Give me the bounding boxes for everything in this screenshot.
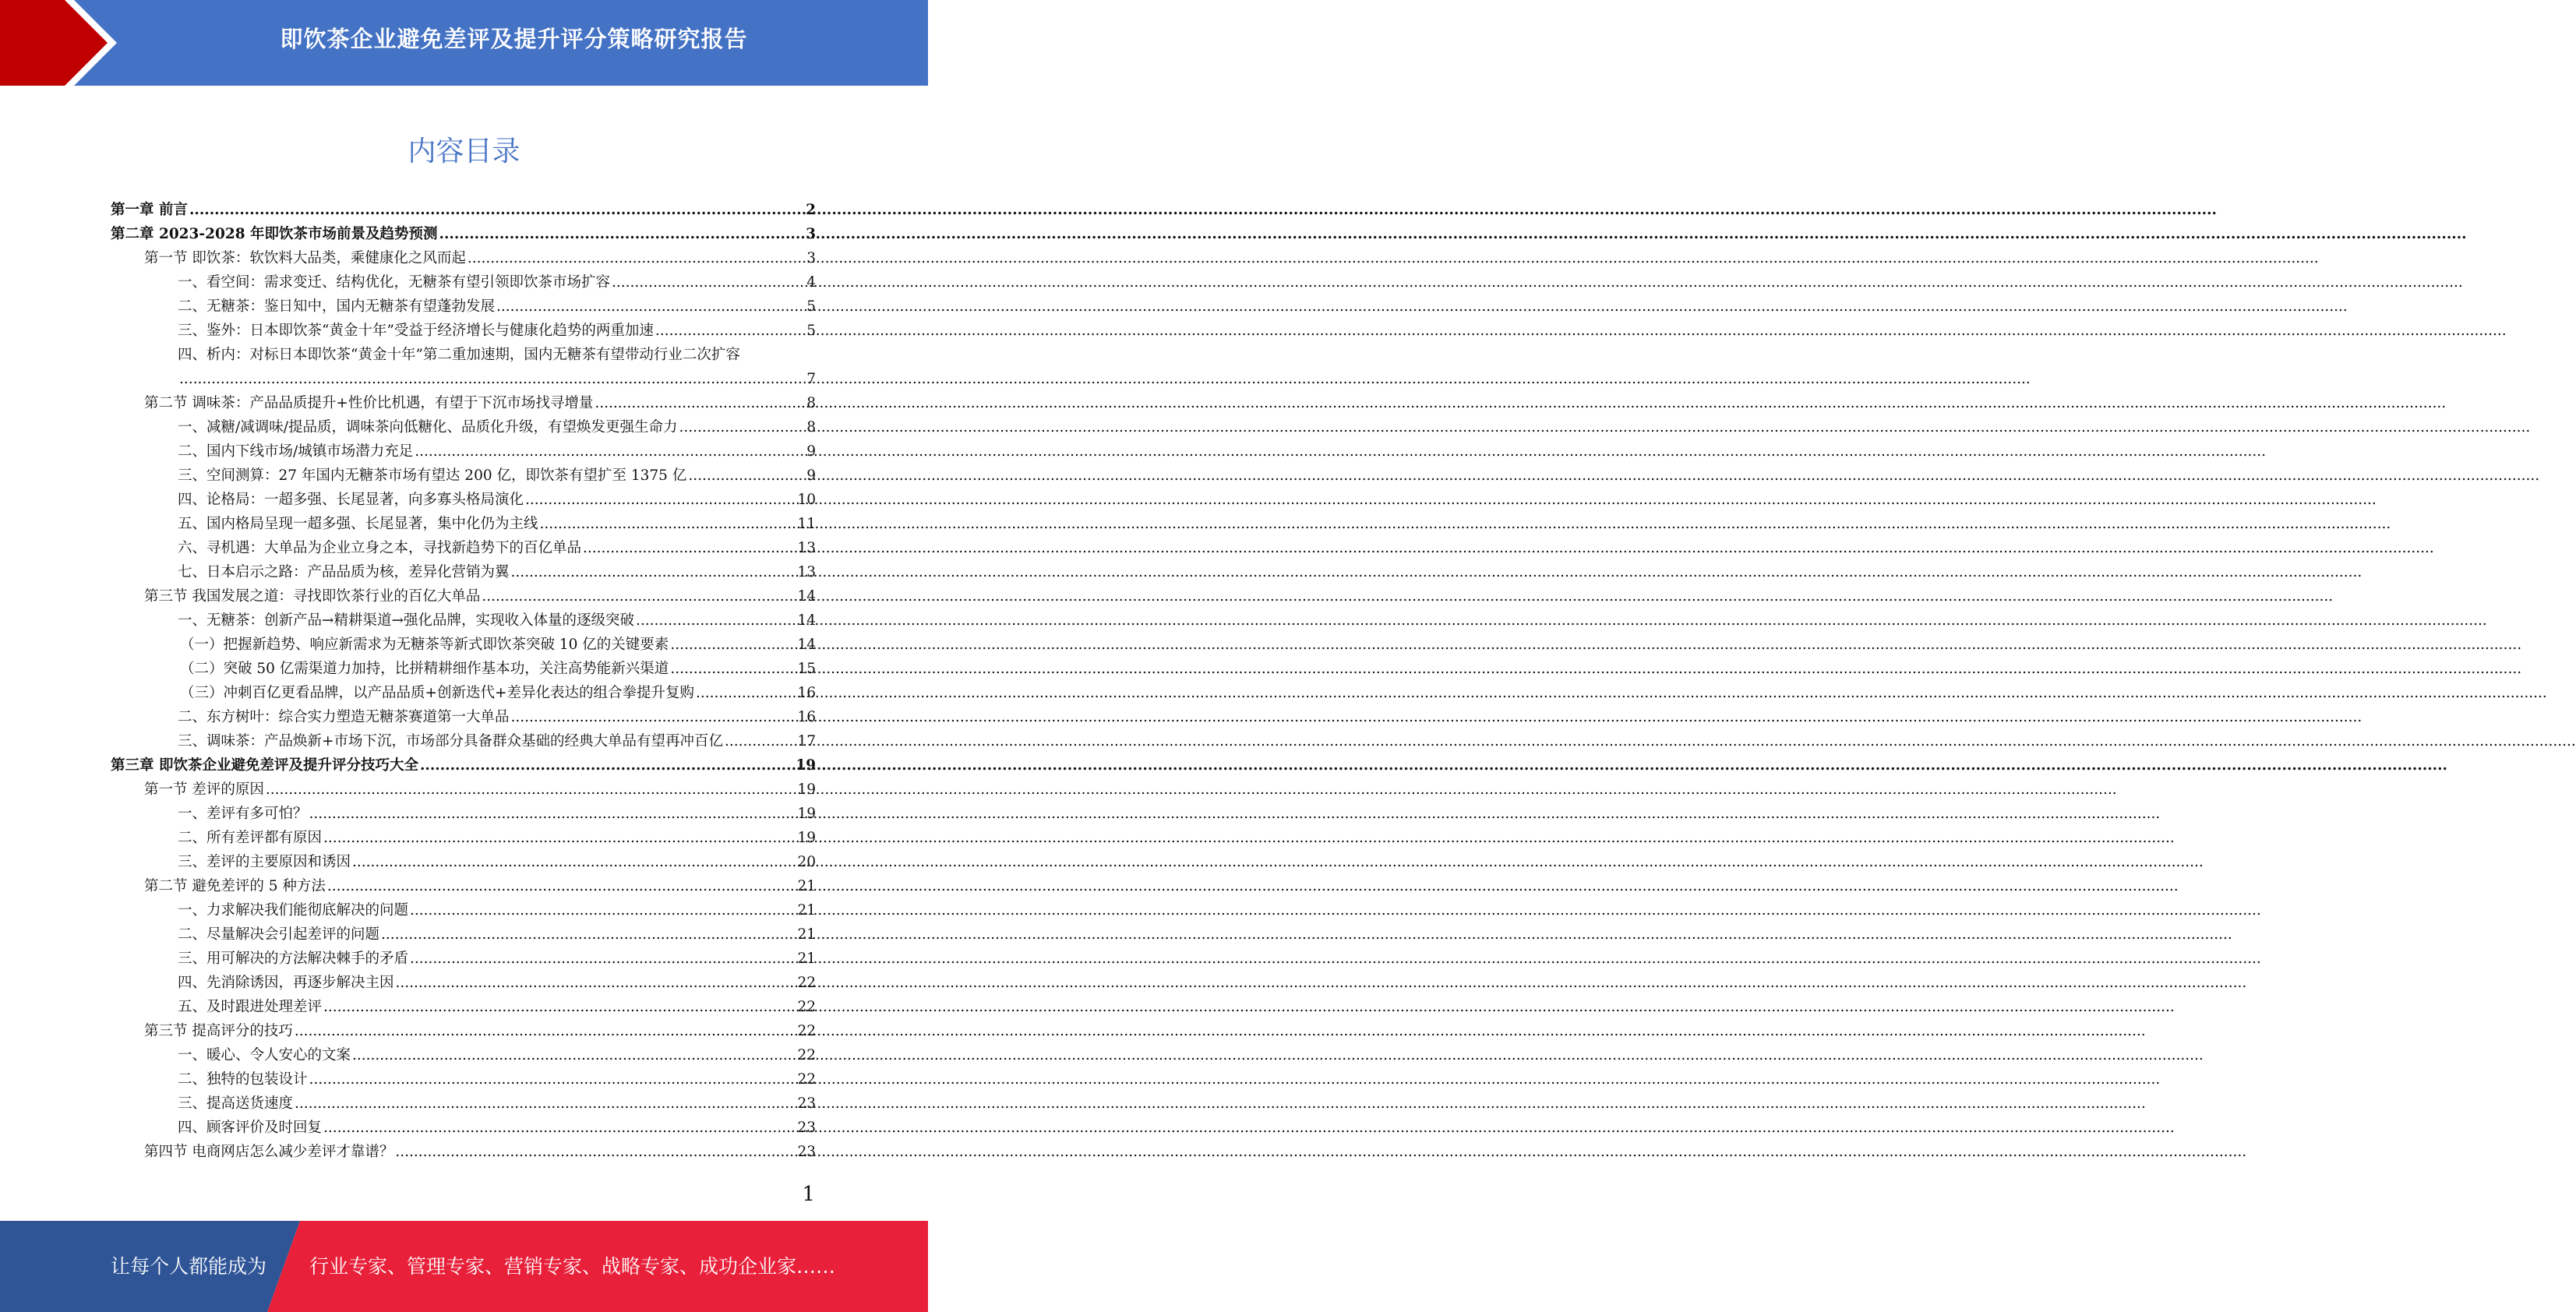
- toc-entry-label: 一、力求解决我们能彻底解决的问题: [178, 902, 409, 919]
- toc-chapter-entry[interactable]: [111, 198, 816, 222]
- toc-dot-leader: [696, 681, 796, 705]
- toc-subsection-entry[interactable]: [111, 319, 816, 343]
- toc-subsection-entry[interactable]: [111, 415, 816, 439]
- toc-entry-label: 第二节 避免差评的 5 种方法: [144, 878, 326, 894]
- toc-entry-label: 一、差评有多可怕？: [178, 806, 308, 822]
- toc-entry-label: 第三节 提高评分的技巧: [144, 1023, 293, 1039]
- toc-dot-leader: [323, 1116, 796, 1140]
- toc-entry-page: 22: [797, 1023, 816, 1039]
- toc-subsection-entry[interactable]: [111, 705, 816, 729]
- toc-entry-label: 二、东方树叶：综合实力塑造无糖茶赛道第一大单品: [178, 709, 510, 725]
- page-number: 1: [802, 1183, 815, 1206]
- toc-dot-leader: [323, 995, 796, 1019]
- toc-entry-label: 一、减糖/减调味/提品质，调味茶向低糖化、品质化升级，有望焕发更强生命力: [178, 419, 678, 436]
- toc-entry-label: 第一节 即饮茶：软饮料大品类，乘健康化之风而起: [144, 250, 466, 266]
- toc-entry-page: 13: [797, 564, 816, 580]
- toc-entry-page: 8: [806, 395, 816, 411]
- toc-entry-page: 15: [797, 661, 816, 677]
- toc-entry-page: 22: [797, 1047, 816, 1063]
- toc-entry-label: 三、提高送货速度: [178, 1095, 294, 1112]
- footer-slogan-right: 行业专家、管理专家、营销专家、战略专家、成功企业家……: [309, 1255, 836, 1278]
- toc-entry-label: 第一节 差评的原因: [144, 781, 264, 798]
- toc-subsection-entry[interactable]: [111, 1092, 816, 1116]
- toc-entry-page: 22: [797, 975, 816, 991]
- report-title: 即饮茶企业避免差评及提升评分策略研究报告: [280, 26, 748, 52]
- toc-entry-page: 3: [806, 250, 816, 266]
- toc-entry-label: 二、独特的包装设计: [178, 1071, 308, 1088]
- toc-section-entry[interactable]: [111, 246, 816, 270]
- toc-entry-page: 5: [806, 298, 816, 315]
- footer-slogan-left: 让每个人都能成为: [111, 1255, 267, 1278]
- toc-entry-label: 第三章 即饮茶企业避免差评及提升评分技巧大全: [111, 757, 418, 774]
- toc-dot-leader: [482, 584, 796, 608]
- toc-section-entry[interactable]: [111, 874, 816, 898]
- toc-subsection-entry[interactable]: [111, 608, 816, 633]
- toc-entry-page: 19: [797, 806, 816, 822]
- toc-subsection-entry[interactable]: [111, 1116, 816, 1140]
- toc-dot-leader: [309, 802, 796, 826]
- toc-dot-leader: [688, 464, 805, 488]
- toc-dot-leader: [295, 1019, 796, 1043]
- toc-dot-leader: [189, 198, 804, 222]
- toc-entry-page: 21: [797, 950, 816, 967]
- toc-entry-page: 2: [806, 202, 816, 218]
- toc-dot-leader: [179, 367, 805, 391]
- toc-subsection-entry[interactable]: [111, 971, 816, 995]
- toc-entry-page: 19: [796, 757, 816, 774]
- toc-subsection-entry[interactable]: [111, 439, 816, 464]
- toc-subsection-entry[interactable]: [111, 536, 816, 560]
- toc-entry-label: （二）突破 50 亿需渠道力加持，比拼精耕细作基本功，关注高势能新兴渠道: [180, 661, 669, 677]
- toc-entry-page: 22: [797, 999, 816, 1015]
- toc-section-entry[interactable]: [111, 584, 816, 608]
- toc-entry-label: 一、暖心、令人安心的文案: [178, 1047, 351, 1063]
- toc-subsection-entry[interactable]: [111, 850, 816, 874]
- toc-entry-label: 六、寻机遇：大单品为企业立身之本，寻找新趋势下的百亿单品: [178, 540, 582, 556]
- toc-dot-leader: [468, 246, 805, 270]
- toc-subsection-entry[interactable]: [111, 657, 816, 681]
- toc-entry-page: 11: [797, 516, 816, 532]
- toc-entry-page: 23: [797, 1144, 816, 1160]
- toc-subsection-entry[interactable]: [111, 464, 816, 488]
- toc-entry-label: 三、差评的主要原因和诱因: [178, 854, 351, 870]
- toc-entry-label: 第二章 2023-2028 年即饮茶市场前景及趋势预测: [111, 226, 438, 242]
- toc-dot-leader: [352, 1043, 796, 1067]
- toc-entry-page: 19: [797, 781, 816, 798]
- header-band: [0, 0, 928, 86]
- toc-section-entry[interactable]: [111, 778, 816, 802]
- toc-dot-leader: [612, 270, 805, 294]
- toc-dot-leader: [655, 319, 805, 343]
- toc-entry-label: 四、先消除诱因，再逐步解决主因: [178, 975, 394, 991]
- toc-entry-page: 21: [797, 902, 816, 919]
- toc-entry-page: 21: [797, 926, 816, 943]
- toc-dot-leader: [725, 729, 796, 753]
- toc-entry-page: 22: [797, 1071, 816, 1088]
- toc-entry-label: 三、空间测算：27 年国内无糖茶市场有望达 200 亿，即饮茶有望扩至 1375 亿: [178, 467, 687, 484]
- toc-section-entry[interactable]: [111, 1019, 816, 1043]
- toc-entry-label: 四、析内：对标日本即饮茶“黄金十年”第二重加速期，国内无糖茶有望带动行业二次扩容: [178, 347, 740, 363]
- toc-entry-label: 三、鉴外：日本即饮茶“黄金十年”受益于经济增长与健康化趋势的两重加速: [178, 323, 654, 339]
- toc-entry-label: 三、用可解决的方法解决棘手的矛盾: [178, 950, 409, 967]
- toc-subsection-entry[interactable]: [111, 512, 816, 536]
- toc-dot-leader: [410, 947, 796, 971]
- toc-entry-label: 五、国内格局呈现一超多强、长尾显著，集中化仍为主线: [178, 516, 538, 532]
- toc-dot-leader: [439, 222, 805, 246]
- toc-dot-leader: [420, 753, 794, 778]
- toc-entry-label: 二、国内下线市场/城镇市场潜力充足: [178, 443, 414, 460]
- toc-entry-page: 14: [797, 588, 816, 605]
- toc-entry-label: 第一章 前言: [111, 202, 188, 218]
- toc-entry[interactable]: [111, 343, 816, 367]
- toc-dot-leader: [381, 922, 796, 947]
- toc-dot-leader: [396, 971, 796, 995]
- toc-chapter-entry[interactable]: [111, 753, 816, 778]
- toc-entry-page: 4: [806, 274, 816, 291]
- toc-entry-page: 17: [797, 733, 816, 749]
- toc-heading: 内容目录: [408, 136, 520, 168]
- toc-dot-leader: [323, 826, 796, 850]
- toc-dot-leader: [670, 633, 796, 657]
- toc-entry-label: 第二节 调味茶：产品品质提升+性价比机遇，有望于下沉市场找寻增量: [144, 395, 594, 411]
- toc-subsection-entry[interactable]: [111, 488, 816, 512]
- toc-entry-page: 20: [797, 854, 816, 870]
- toc-entry-page: 19: [797, 830, 816, 846]
- toc-subsection-entry[interactable]: [111, 898, 816, 922]
- toc-entry-label: 二、所有差评都有原因: [178, 830, 323, 846]
- toc-entry-page: 10: [797, 492, 816, 508]
- toc-entry-label: 七、日本启示之路：产品品质为核，差异化营销为翼: [178, 564, 510, 580]
- footer-band: [0, 1221, 928, 1312]
- toc-subsection-entry[interactable]: [111, 367, 816, 391]
- toc-entry-page: 14: [797, 637, 816, 653]
- toc-entry-page: 21: [797, 878, 816, 894]
- toc-entry-page: 23: [797, 1095, 816, 1112]
- toc-subsection-entry[interactable]: [111, 995, 816, 1019]
- toc-entry-label: 第三节 我国发展之道：寻找即饮茶行业的百亿大单品: [144, 588, 481, 605]
- toc-dot-leader: [327, 874, 796, 898]
- toc-subsection-entry[interactable]: [111, 270, 816, 294]
- toc-subsection-entry[interactable]: [111, 294, 816, 319]
- toc-dot-leader: [595, 391, 805, 415]
- toc-entry-page: 13: [797, 540, 816, 556]
- toc-entry-page: 5: [806, 323, 816, 339]
- table-of-contents: [111, 198, 816, 1164]
- toc-entry-label: 三、调味茶：产品焕新+市场下沉，市场部分具备群众基础的经典大单品有望再冲百亿: [178, 733, 724, 749]
- toc-subsection-entry[interactable]: [111, 826, 816, 850]
- toc-entry-page: 7: [806, 371, 816, 387]
- toc-entry-label: 一、无糖茶：创新产品→精耕渠道→强化品牌，实现收入体量的逐级突破: [178, 612, 635, 629]
- toc-dot-leader: [636, 608, 796, 633]
- toc-entry-label: （三）冲刺百亿更看品牌，以产品品质+创新迭代+差异化表达的组合拳提升复购: [180, 685, 695, 701]
- toc-entry-label: 二、尽量解决会引起差评的问题: [178, 926, 380, 943]
- toc-dot-leader: [511, 560, 796, 584]
- toc-subsection-entry[interactable]: [111, 1067, 816, 1092]
- toc-dot-leader: [309, 1067, 796, 1092]
- toc-subsection-entry[interactable]: [111, 729, 816, 753]
- toc-section-entry[interactable]: [111, 391, 816, 415]
- toc-subsection-entry[interactable]: [111, 947, 816, 971]
- toc-subsection-entry[interactable]: [111, 633, 816, 657]
- toc-dot-leader: [395, 1140, 796, 1164]
- toc-entry-page: 3: [806, 226, 816, 242]
- toc-dot-leader: [679, 415, 805, 439]
- toc-entry-page: 23: [797, 1120, 816, 1136]
- header-red-arrow: [0, 0, 108, 86]
- toc-dot-leader: [496, 294, 805, 319]
- toc-subsection-entry[interactable]: [111, 1043, 816, 1067]
- toc-entry-label: 四、顾客评价及时回复: [178, 1120, 323, 1136]
- toc-entry-label: 一、看空间：需求变迁、结构优化，无糖茶有望引领即饮茶市场扩容: [178, 274, 611, 291]
- toc-dot-leader: [415, 439, 805, 464]
- toc-dot-leader: [583, 536, 796, 560]
- toc-entry-page: 8: [806, 419, 816, 436]
- toc-dot-leader: [295, 1092, 796, 1116]
- toc-entry-label: 二、无糖茶：鉴日知中，国内无糖茶有望蓬勃发展: [178, 298, 496, 315]
- toc-entry-label: 五、及时跟进处理差评: [178, 999, 323, 1015]
- toc-dot-leader: [511, 705, 796, 729]
- toc-entry-label: 第四节 电商网店怎么减少差评才靠谱？: [144, 1144, 394, 1160]
- toc-subsection-entry[interactable]: [111, 560, 816, 584]
- toc-dot-leader: [410, 898, 796, 922]
- toc-entry-page: 9: [806, 443, 816, 460]
- toc-chapter-entry[interactable]: [111, 222, 816, 246]
- toc-entry-label: （一）把握新趋势、响应新需求为无糖茶等新式即饮茶突破 10 亿的关键要素: [180, 637, 669, 653]
- toc-subsection-entry[interactable]: [111, 802, 816, 826]
- toc-entry-page: 16: [797, 685, 816, 701]
- toc-dot-leader: [266, 778, 796, 802]
- toc-section-entry[interactable]: [111, 1140, 816, 1164]
- toc-entry-page: 16: [797, 709, 816, 725]
- toc-dot-leader: [525, 488, 796, 512]
- toc-subsection-entry[interactable]: [111, 922, 816, 947]
- toc-entry-label: 四、论格局：一超多强、长尾显著，向多寡头格局演化: [178, 492, 524, 508]
- toc-dot-leader: [670, 657, 796, 681]
- toc-dot-leader: [352, 850, 796, 874]
- toc-dot-leader: [540, 512, 796, 536]
- toc-entry-page: 9: [806, 467, 816, 484]
- toc-subsection-entry[interactable]: [111, 681, 816, 705]
- toc-entry-page: 14: [797, 612, 816, 629]
